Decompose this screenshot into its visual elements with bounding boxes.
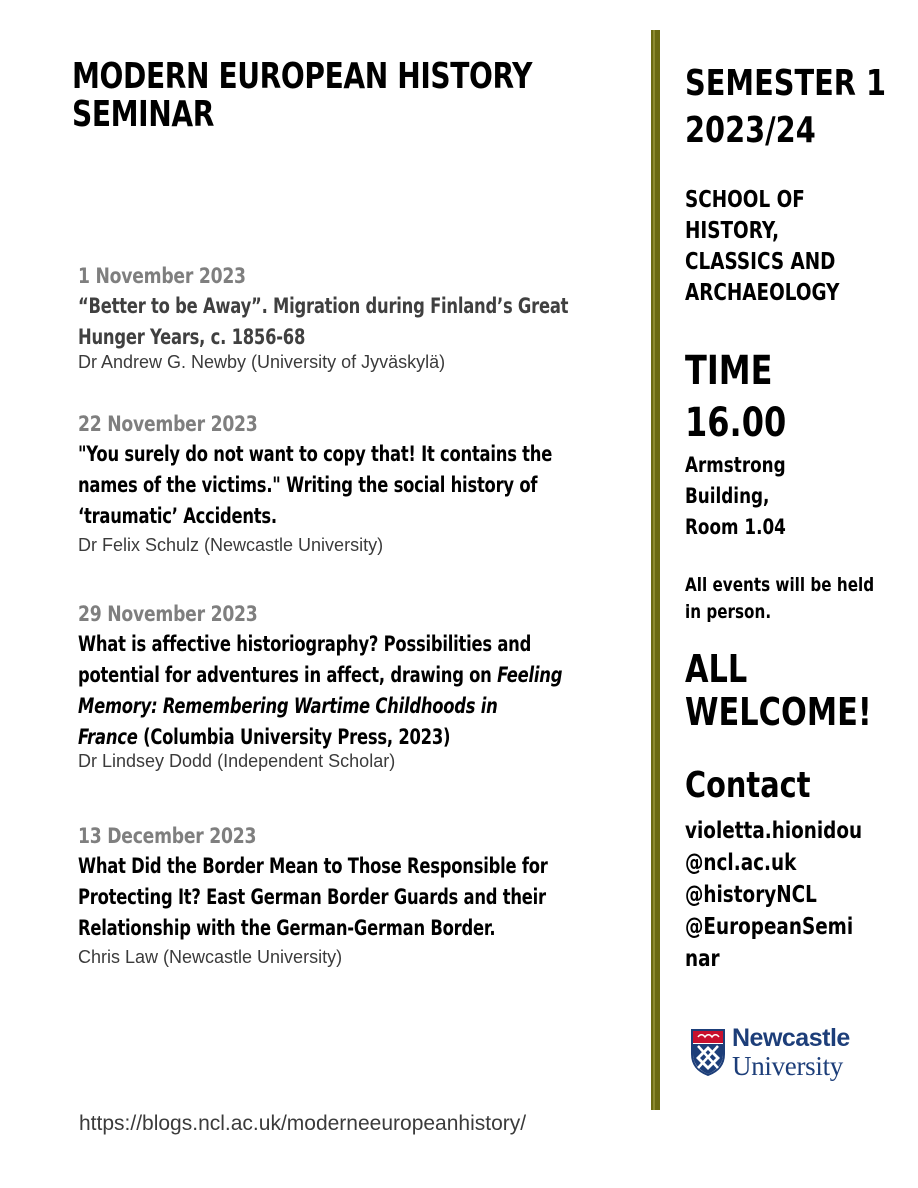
school-name: [685, 184, 918, 308]
event-1: [78, 263, 768, 373]
school-line: ARCHAEOLOGY: [685, 280, 840, 306]
semester-line: SEMESTER 1: [685, 63, 887, 104]
welcome-line: ALL: [685, 647, 748, 691]
event-title: [78, 291, 616, 353]
venue: [685, 450, 918, 543]
book-title-italic: Memory: Remembering Wartime Childhoods in: [78, 694, 498, 718]
semester-year: 2023/24: [685, 110, 816, 151]
event-title-line: "You surely do not want to copy that! It contains the: [78, 442, 553, 466]
event-title-line: [78, 722, 616, 753]
event-title-text: potential for adventures in affect, drawing on: [78, 663, 498, 687]
event-speaker: Dr Lindsey Dodd (Independent Scholar): [78, 751, 396, 771]
event-2: [78, 411, 768, 556]
event-title-line: “Better to be Away”. Migration during Finland’s Great: [78, 294, 569, 318]
in-person-note: [685, 572, 918, 626]
event-speaker: Dr Felix Schulz (Newcastle University): [78, 535, 384, 555]
contact-heading: [685, 764, 918, 807]
event-title-text: (Columbia University Press, 2023): [137, 725, 451, 749]
event-date: 13 December 2023: [78, 824, 257, 848]
venue-line: Building,: [685, 484, 770, 508]
contact-heading-text: Contact: [685, 765, 811, 806]
event-title-line: ‘traumatic’ Accidents.: [78, 504, 277, 528]
event-title-line: What Did the Border Mean to Those Responsible for: [78, 854, 548, 878]
book-title-italic: Feeling: [497, 663, 563, 687]
semester-heading: [685, 60, 918, 154]
contact-email[interactable]: violetta.hionidou: [685, 818, 863, 844]
book-title-italic: France: [78, 725, 138, 749]
note-line: All events will be held: [685, 574, 875, 596]
page-title-line-1: MODERN EUROPEAN HISTORY: [72, 56, 533, 97]
event-4: [78, 823, 768, 968]
logo-wordmark-line-1: Newcastle: [732, 1024, 850, 1052]
time-label: TIME: [685, 348, 773, 394]
blog-url[interactable]: https://blogs.ncl.ac.uk/moderneeuropeanhistory/: [79, 1112, 527, 1135]
event-title-line: Relationship with the German-German Border.: [78, 916, 496, 940]
event-speaker: Dr Andrew G. Newby (University of Jyväskylä): [78, 352, 446, 372]
event-title-line: Hunger Years, c. 1856-68: [78, 325, 306, 349]
venue-line: Room 1.04: [685, 515, 786, 539]
event-title: [78, 439, 616, 532]
welcome-line: WELCOME!: [685, 690, 872, 734]
newcastle-university-logo: [690, 1026, 880, 1082]
contact-details: [685, 815, 918, 975]
event-date: 1 November 2023: [78, 264, 246, 288]
logo-wordmark-line-2: University: [732, 1051, 843, 1081]
university-crest-icon: [690, 1028, 726, 1076]
page-title-line-2: SEMINAR: [72, 94, 214, 135]
page-title: [72, 58, 602, 134]
school-line: SCHOOL OF: [685, 187, 805, 213]
event-date: 29 November 2023: [78, 602, 258, 626]
note-line: in person.: [685, 601, 772, 623]
all-welcome: [685, 648, 918, 734]
vertical-divider-highlight: [653, 30, 655, 1110]
event-3: [78, 601, 768, 772]
event-title-line: names of the victims." Writing the social history of: [78, 473, 538, 497]
event-title-line: [78, 660, 616, 691]
event-title: [78, 851, 616, 944]
time-block: [685, 345, 918, 449]
event-date: 22 November 2023: [78, 412, 258, 436]
event-title: [78, 629, 616, 753]
school-line: HISTORY,: [685, 218, 780, 244]
contact-handle[interactable]: @historyNCL: [685, 882, 817, 908]
school-line: CLASSICS AND: [685, 249, 836, 275]
event-speaker: Chris Law (Newcastle University): [78, 947, 343, 967]
contact-handle[interactable]: @EuropeanSemi: [685, 914, 854, 940]
event-title-line: What is affective historiography? Possibilities and: [78, 632, 532, 656]
contact-email[interactable]: @ncl.ac.uk: [685, 850, 797, 876]
venue-line: Armstrong: [685, 453, 786, 477]
time-value: 16.00: [685, 400, 787, 446]
event-title-line: Protecting It? East German Border Guards and their: [78, 885, 546, 909]
contact-handle[interactable]: nar: [685, 946, 720, 972]
event-title-line: [78, 691, 616, 722]
